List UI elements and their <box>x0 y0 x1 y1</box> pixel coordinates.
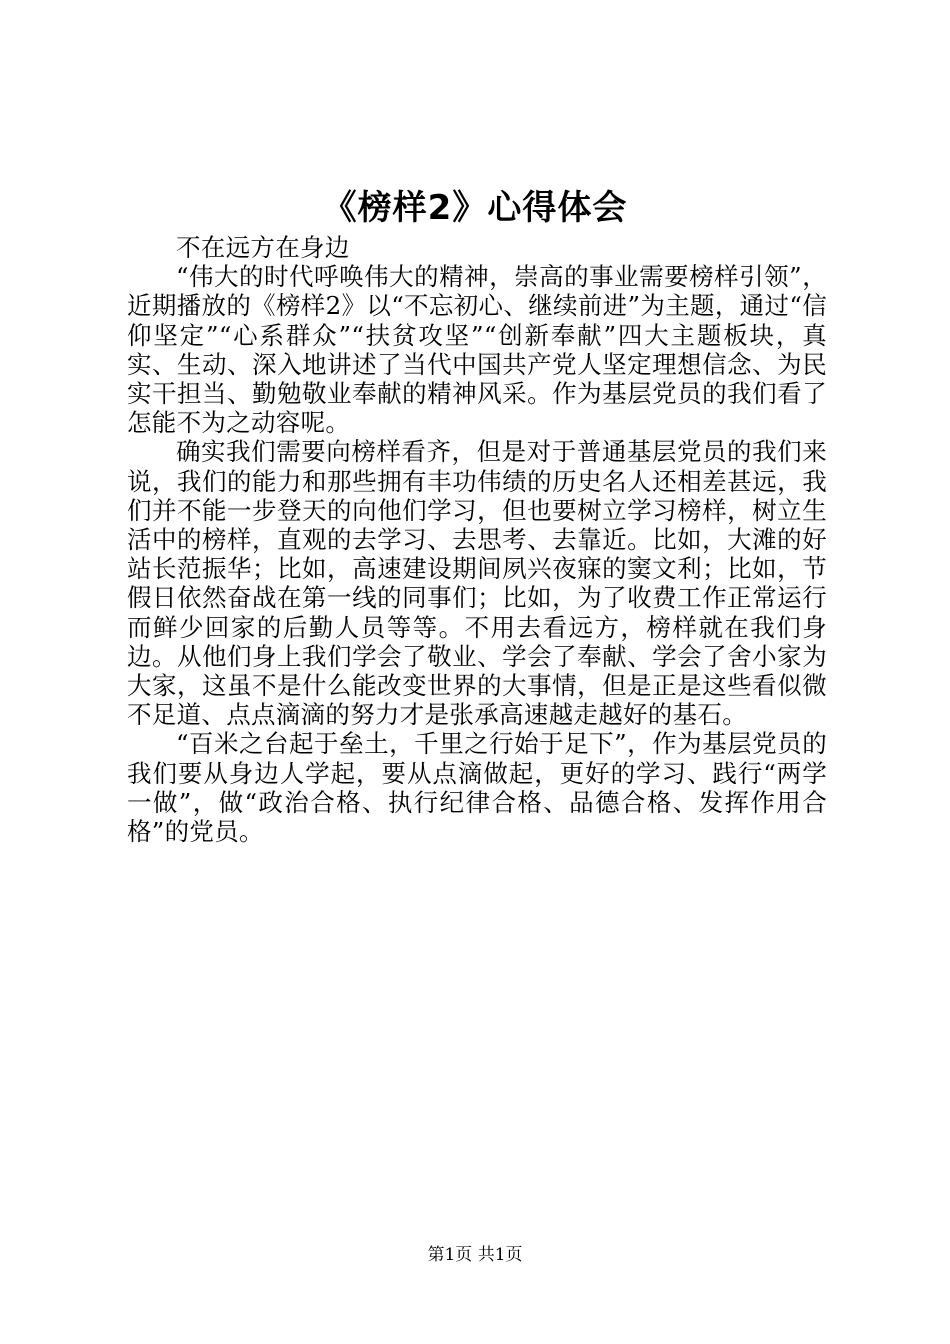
document-title: 《榜样2》心得体会 <box>322 188 628 228</box>
body-paragraph-1: “伟大的时代呼唤伟大的精神，崇高的事业需要榜样引领”，近期播放的《榜样2》以“不忘初心、继续前进”为主题，通过“信仰坚定”“心系群众”“扶贫攻坚”“创新奉献”四大主题板块，真实、生动、深入地讲述了当代中国共产党人坚定理想信念、为民实干担当、勤勉敬业奉献的精神风采。作为基层党员的我们看了怎能不为之动容呢。 <box>127 262 827 438</box>
document-body <box>127 233 827 846</box>
body-paragraph-3: “百米之台起于垒土，千里之行始于足下”，作为基层党员的我们要从身边人学起，要从点滴做起，更好的学习、践行“两学一做”，做“政治合格、执行纪律合格、品德合格、发挥作用合格”的党员。 <box>127 729 828 847</box>
subtitle-paragraph: 不在远方在身边 <box>176 233 350 262</box>
body-paragraph-2: 确实我们需要向榜样看齐，但是对于普通基层党员的我们来说，我们的能力和那些拥有丰功伟绩的历史名人还相差甚远，我们并不能一步登天的向他们学习，但也要树立学习榜样，树立生活中的榜样，直观的去学习、去思考、去靠近。比如，大滩的好站长范振华；比如，高速建设期间夙兴夜寐的窦文利；比如，节假日依然奋战在第一线的同事们；比如，为了收费工作正常运行而鲜少回家的后勤人员等等。不用去看远方，榜样就在我们身边。从他们身上我们学会了敬业、学会了奉献、学会了舍小家为大家，这虽不是什么能改变世界的大事情，但是正是这些看似微不足道、点点滴滴的努力才是张承高速越走越好的基石。 <box>127 437 827 730</box>
page-footer: 第1页 共1页 <box>427 1245 523 1265</box>
